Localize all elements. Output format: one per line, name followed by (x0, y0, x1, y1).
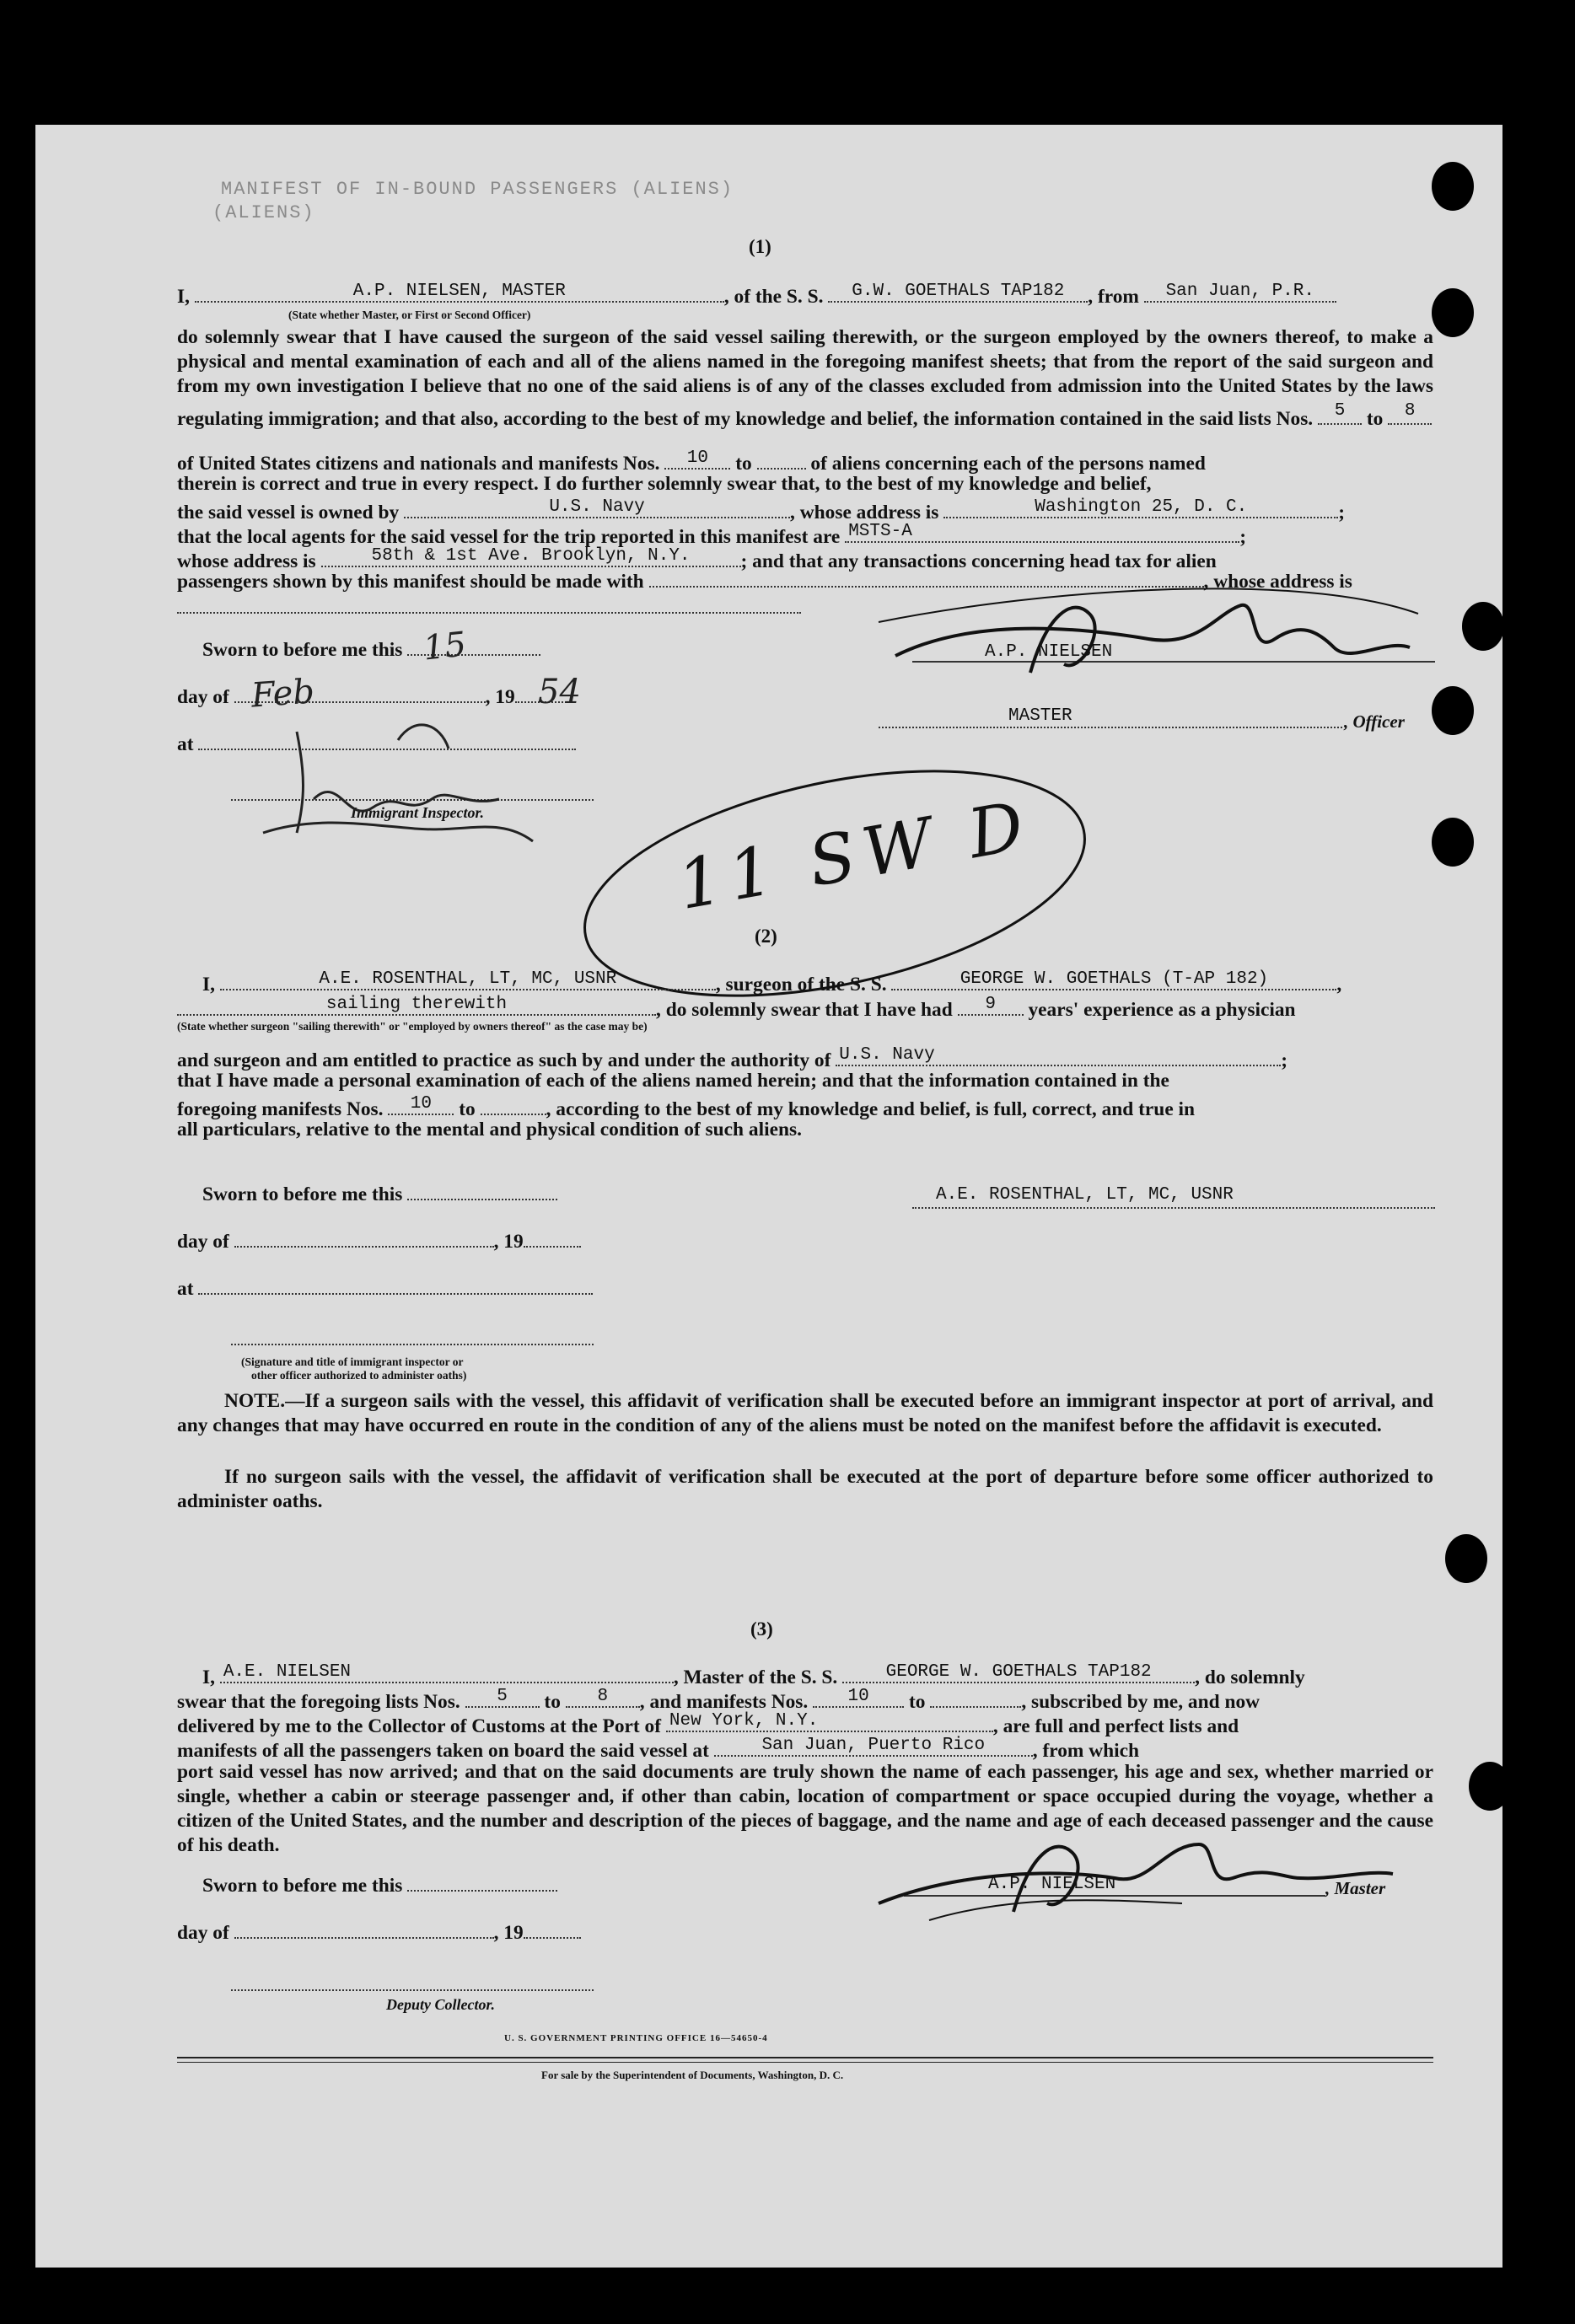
day-of-line: day of , 19 (177, 1922, 581, 1945)
officer-label: , Officer (1344, 711, 1405, 732)
header-ghost-text: MANIFEST OF IN-BOUND PASSENGERS (ALIENS) (221, 179, 734, 200)
deputy-collector-caption: Deputy Collector. (386, 1996, 495, 2013)
signature-caption-2: other officer authorized to administer oaths) (251, 1369, 467, 1382)
delivered-line: delivered by me to the Collector of Customs at the Port of New York, N.Y. , are full and perfect lists and (177, 1711, 1239, 1737)
vessel-field: G.W. GOETHALS TAP182 (828, 282, 1088, 303)
punch-hole (1445, 1534, 1487, 1583)
footer-rule-2 (177, 2062, 1433, 2063)
master-line: I, A.E. NIELSEN , Master of the S. S. GEORGE W. GOETHALS TAP182 , do solemnly (202, 1662, 1305, 1688)
manifests-from-field: 10 (813, 1687, 904, 1708)
day-of-line: day of , 19 (177, 686, 572, 709)
section-number: (1) (749, 236, 771, 257)
oath-paragraph: do solemnly swear that I have caused the surgeon of the said vessel sailing therewith, or the surgeon employed by the owners thereof, to make a physical and mental examination of each and all of the aliens named in the foregoing manifest sheets; that from the report of the said surgeon and from my own investigation I believe that no one of the said aliens is of any of the classes excluded from admission into the United States by the laws regulating immigration; and that also, according to the best of my knowledge and belief, the information contained in the said lists Nos. 5 to 8 (177, 326, 1433, 430)
lists-to-field: 8 (566, 1687, 640, 1708)
owned-by-line: the said vessel is owned by U.S. Navy , whose address is Washington 25, D. C. ; (177, 497, 1346, 523)
local-agents-field: MSTS-A (845, 522, 1239, 543)
manifests-line: manifests of all the passengers taken on board the said vessel at San Juan, Puerto Rico , from which (177, 1736, 1140, 1762)
day-of-line: day of , 19 (177, 1231, 581, 1253)
owned-by-field: U.S. Navy (404, 497, 790, 518)
manifests-to-field (757, 468, 806, 470)
master-signature-ink (845, 1819, 1401, 1929)
master-typed-signature: A.P. NIELSEN (985, 642, 1113, 662)
authority-field: U.S. Navy (836, 1045, 1281, 1066)
document-page (35, 125, 1502, 2268)
punch-hole (1432, 288, 1474, 337)
master-name-field: A.E. NIELSEN (220, 1662, 674, 1683)
sailing-field: sailing therewith (177, 995, 656, 1016)
immigrant-inspector-caption: Immigrant Inspector. (351, 804, 485, 821)
section-number: (2) (755, 926, 777, 947)
agent-address-line: whose address is 58th & 1st Ave. Brooklyn, N.Y. ; and that any transactions concerning head tax for alien (177, 546, 1217, 572)
for-sale-line: For sale by the Superintendent of Documents, Washington, D. C. (541, 2069, 844, 2081)
month-field (234, 1937, 494, 1939)
footer-rule (177, 2057, 1433, 2058)
master-name-field: A.P. NIELSEN, MASTER (195, 282, 724, 303)
punch-hole (1432, 686, 1474, 735)
surgeon-manifests-from-field: 10 (388, 1094, 454, 1115)
taken-at-field: San Juan, Puerto Rico (714, 1736, 1033, 1757)
port-field: New York, N.Y. (666, 1711, 993, 1732)
at-line: at (177, 1278, 593, 1301)
officer-title-line (879, 727, 1342, 728)
foregoing-manifests-line: foregoing manifests Nos. 10 to , according to the best of my knowledge and belief, is full, correct, and true in (177, 1094, 1196, 1120)
vessel-field: GEORGE W. GOETHALS TAP182 (842, 1662, 1195, 1683)
surgeon-manifests-to-field (481, 1114, 546, 1115)
master-typed-signature: A.P. NIELSEN (988, 1875, 1116, 1894)
sworn-label: Sworn to before me this (202, 639, 540, 662)
from-port-field: San Juan, P.R. (1144, 282, 1336, 303)
note-paragraph-2: If no surgeon sails with the vessel, the affidavit of verification shall be executed at the port of departure before some officer authorized to administer oaths. (177, 1466, 1433, 1512)
officer-sign-line (231, 1344, 594, 1345)
surgeon-state-caption: (State whether surgeon "sailing therewith" or "employed by owners thereof" as the case may be) (177, 1020, 648, 1033)
sailing-line: sailing therewith , do solemnly swear that I have had 9 years' experience as a physician (177, 995, 1296, 1022)
state-whether-caption: (State whether Master, or First or Second Officer) (288, 309, 531, 321)
punch-hole (1432, 162, 1474, 211)
sworn-day-handwritten: 15 (421, 625, 469, 668)
surgeon-typed-signature: A.E. ROSENTHAL, LT, MC, USNR (936, 1185, 1234, 1205)
master-label: , Master (1325, 1878, 1386, 1898)
punch-hole (1462, 602, 1504, 651)
sworn-label: Sworn to before me this (202, 1183, 557, 1206)
inspector-signature-ink (246, 706, 600, 875)
authority-line: and surgeon and am entitled to practice as such by and under the authority of U.S. Navy ; (177, 1045, 1288, 1071)
stamp-text: 11 SW D (672, 785, 1038, 926)
month-handwritten: Feb (250, 672, 316, 716)
surgeon-line: I, A.E. ROSENTHAL, LT, MC, USNR , surgeon of the S. S. GEORGE W. GOETHALS (T-AP 182) , (202, 969, 1342, 996)
owner-address-field: Washington 25, D. C. (943, 497, 1338, 518)
examination-line: that I have made a personal examination of each of the aliens named herein; and that the information contained in the (177, 1070, 1169, 1092)
manifests-from-field: 10 (664, 448, 730, 470)
printing-office-line: U. S. GOVERNMENT PRINTING OFFICE 16—54650-4 (504, 2033, 768, 2043)
month-field (234, 1246, 494, 1248)
master-line: I, A.P. NIELSEN, MASTER , of the S. S. G.W. GOETHALS TAP182 , from San Juan, P.R. (177, 282, 1336, 309)
signature-caption: (Signature and title of immigrant inspector or (241, 1355, 464, 1368)
year-field (524, 1937, 581, 1939)
lists-to-field: 8 (1388, 399, 1432, 425)
year-field (524, 1246, 581, 1248)
declaration-paragraph: port said vessel has now arrived; and that on the said documents are truly shown the name of each passenger, his age and sex, whether married or single, whether a cabin or steerage passenger and, if other than cabin, location of compartment or space occupied during the voyage, whether a citizen of the United States, and the number and description of the pieces of baggage, and the name and age of each deceased passenger and the cause of his death. (177, 1761, 1433, 1856)
deputy-sign-line (231, 1989, 594, 1991)
years-field: 9 (958, 995, 1024, 1016)
surgeon-name-field: A.E. ROSENTHAL, LT, MC, USNR (220, 969, 716, 990)
sworn-day-field (407, 1890, 557, 1892)
surgeon-sign-line (912, 1207, 1435, 1209)
sworn-label: Sworn to before me this (202, 1875, 557, 1897)
head-tax-address-line (177, 612, 801, 614)
year-handwritten: 54 (538, 673, 581, 711)
us-citizens-line: of United States citizens and nationals and manifests Nos. 10 to of aliens concerning each of the persons named (177, 448, 1206, 475)
manifests-to-field (930, 1706, 1021, 1708)
lists-from-field: 5 (1318, 399, 1362, 425)
head-tax-line: passengers shown by this manifest should be made with , whose address is (177, 571, 1352, 593)
sworn-day-field (407, 1199, 557, 1200)
surgeon-vessel-field: GEORGE W. GOETHALS (T-AP 182) (891, 969, 1336, 990)
agent-address-field: 58th & 1st Ave. Brooklyn, N.Y. (321, 546, 741, 567)
master-signature-ink (879, 580, 1418, 698)
section-number: (3) (750, 1618, 773, 1640)
header-ghost-text-2: (ALIENS) (212, 202, 315, 223)
particulars-line: all particulars, relative to the mental and physical condition of such aliens. (177, 1119, 802, 1141)
officer-title: MASTER (1008, 706, 1072, 726)
punch-hole (1432, 818, 1474, 867)
therein-line: therein is correct and true in every respect. I do further solemnly swear that, to the best of my knowledge and belief, (177, 473, 1152, 495)
at-field (198, 1293, 593, 1295)
lists-line: swear that the foregoing lists Nos. 5 to 8 , and manifests Nos. 10 to , subscribed by me, and now (177, 1687, 1261, 1713)
at-line: at (177, 733, 576, 756)
lists-from-field: 5 (465, 1687, 540, 1708)
note-paragraph: NOTE.—If a surgeon sails with the vessel, this affidavit of verification shall be executed before an immigrant inspector at port of arrival, and any changes that may have occurred en route in the condition of any of the aliens must be noted on the manifest before the affidavit is executed. (177, 1390, 1433, 1436)
punch-hole (1469, 1762, 1511, 1811)
local-agents-line: that the local agents for the said vessel for the trip reported in this manifest are MSTS-A ; (177, 522, 1246, 548)
